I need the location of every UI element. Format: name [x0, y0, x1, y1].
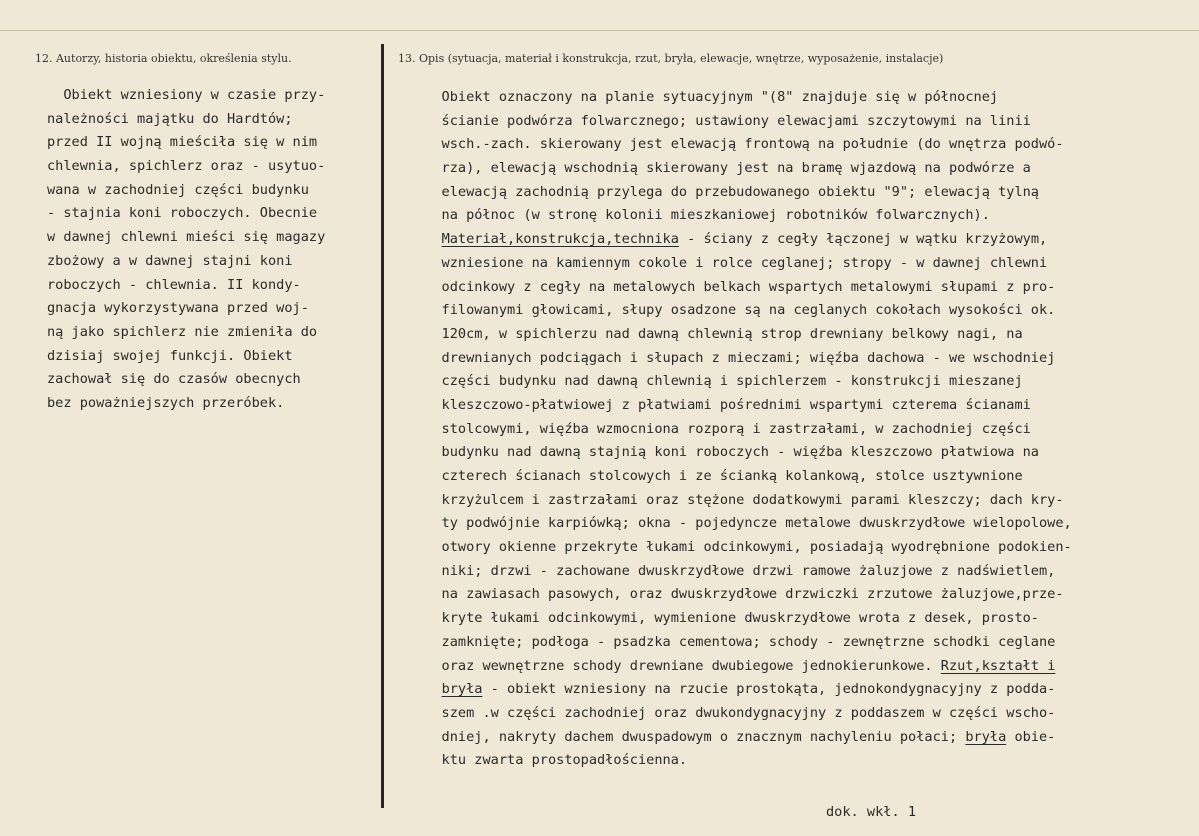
section-12-text-line: wana w zachodniej części budynku: [47, 181, 309, 198]
section-12-text-line: przed II wojną mieściła się w nim: [47, 134, 318, 151]
section-13-text-line: wzniesione na kamiennym cokole i rolce ceglanej; stropy - w dawnej chlewni: [417, 254, 1048, 271]
section-13-text-line: otwory okienne przekryte łukami odcinkowymi, posiadają wyodrębnione podokien-: [417, 539, 1072, 556]
section-12-text-line: zachował się do czasów obecnych: [47, 371, 301, 388]
section-12-text-line: bez poważniejszych przeróbek.: [47, 394, 285, 411]
section-13-text-line: zamknięte; podłoga - psadzka cementowa; schody - zewnętrzne schodki ceglane: [417, 633, 1056, 650]
document-reference: dok. wkł. 1: [826, 804, 917, 820]
section-13-text-line: krzyżulcem i zastrzałami oraz stężone dodatkowymi parami kleszczy; dach kry-: [417, 491, 1064, 508]
section-13-text-line: filowanymi głowicami, słupy osadzone są na ceglanych cokołach wysokości ok.: [417, 302, 1056, 319]
section-13-text-line: dniej, nakryty dachem dwuspadowym o znacznym nachyleniu połaci; bryła obie-: [417, 728, 1056, 745]
column-divider: [381, 44, 384, 808]
section-13-text-line: czterech ścianach stolcowych i ze ścianką kolankową, stolce usztywnione: [417, 468, 1023, 484]
section-12-text-line: ną jako spichlerz nie zmieniła do: [47, 323, 318, 340]
section-13-text-line: oraz wewnętrzne schody drewniane dwubiegowe jednokierunkowe. Rzut,kształt i: [417, 657, 1056, 674]
section-12-text-line: zbożowy a w dawnej stajni koni: [47, 252, 293, 269]
section-12-body: [47, 84, 325, 416]
section-12-text-line: dzisiaj swojej funkcji. Obiekt: [47, 347, 293, 364]
page-top-rule: [0, 30, 1199, 31]
section-12-text-line: chlewnia, spichlerz oraz - usytuo-: [47, 158, 326, 175]
section-13-text-line: kryte łukami odcinkowymi, wymienione dwuskrzydłowe wrota z desek, prosto-: [417, 610, 1039, 627]
section-13-text-line: budynku nad dawną stajnią koni roboczych - więźba kleszczowo płatwiowa na: [417, 444, 1039, 461]
section-13-header: 13. Opis (sytuacja, materiał i konstrukcja, rzut, bryła, elewacje, wnętrze, wyposażenie, instalacje): [398, 52, 944, 65]
section-12-text-line: gnacja wykorzystywana przed woj-: [47, 300, 309, 317]
section-13-text-line: rza), elewacją wschodnią skierowany jest na bramę wjazdową na podwórze a: [417, 160, 1031, 177]
section-12-text-line: Obiekt wzniesiony w czasie przy-: [47, 87, 326, 103]
section-13-text-line: stolcowymi, więźba wzmocniona rozporą i zastrzałami, w zachodniej części: [417, 420, 1031, 437]
section-13-text-line: niki; drzwi - zachowane dwuskrzydłowe drzwi ramowe żaluzjowe z nadświetlem,: [417, 562, 1056, 579]
section-12-text-line: w dawnej chlewni mieści się magazy: [47, 229, 326, 246]
section-13-body: [417, 86, 1072, 773]
section-13-text-line: szem .w części zachodniej oraz dwukondygnacyjny z poddaszem w części wscho-: [417, 704, 1056, 721]
section-13-text-line: bryła - obiekt wzniesiony na rzucie prostokąta, jednokondygnacyjny z podda-: [441, 681, 1056, 698]
section-13-text-line: na północ (w stronę kolonii mieszkaniowej robotników folwarcznych).: [417, 207, 990, 224]
section-12-text-line: - stajnia koni roboczych. Obecnie: [47, 205, 318, 222]
section-12-header: 12. Autorzy, historia obiektu, określenia stylu.: [35, 52, 292, 65]
section-13-text-line: ktu zwarta prostopadłościenna.: [417, 752, 688, 769]
section-13-text-line: ścianie podwórza folwarcznego; ustawiony elewacjami szczytowymi na linii: [417, 112, 1031, 129]
section-13-text-line: elewacją zachodnią przylega do przebudowanego obiektu "9"; elewacją tylną: [417, 183, 1039, 200]
section-13-text-line: ty podwójnie karpiówką; okna - pojedyncze metalowe dwuskrzydłowe wielopolowe,: [417, 515, 1072, 532]
section-13-text-line: kleszczowo-płatwiowej z płatwiami pośrednimi wspartymi czterema ścianami: [417, 396, 1031, 413]
section-13-text-line: drewnianych podciągach i słupach z mieczami; więźba dachowa - we wschodniej: [417, 349, 1056, 366]
section-12-text-line: należności majątku do Hardtów;: [47, 110, 293, 127]
section-13-text-line: wsch.-zach. skierowany jest elewacją frontową na południe (do wnętrza podwó-: [417, 136, 1064, 153]
section-13-text-line: Materiał,konstrukcja,technika - ściany z cegły łączonej w wątku krzyżowym,: [441, 231, 1048, 248]
section-12-text-line: roboczych - chlewnia. II kondy-: [47, 276, 301, 293]
section-13-text-line: 120cm, w spichlerzu nad dawną chlewnią strop drewniany belkowy nagi, na: [417, 325, 1023, 342]
section-13-text-line: części budynku nad dawną chlewnią i spichlerzem - konstrukcji mieszanej: [417, 373, 1023, 390]
section-13-text-line: Obiekt oznaczony na planie sytuacyjnym "(8" znajduje się w północnej: [417, 89, 999, 105]
section-13-text-line: na zawiasach pasowych, oraz dwuskrzydłowe drzwiczki zrzutowe żaluzjowe,prze-: [417, 586, 1064, 603]
section-13-text-line: odcinkowy z cegły na metalowych belkach wspartych metalowymi słupami z pro-: [417, 278, 1056, 295]
